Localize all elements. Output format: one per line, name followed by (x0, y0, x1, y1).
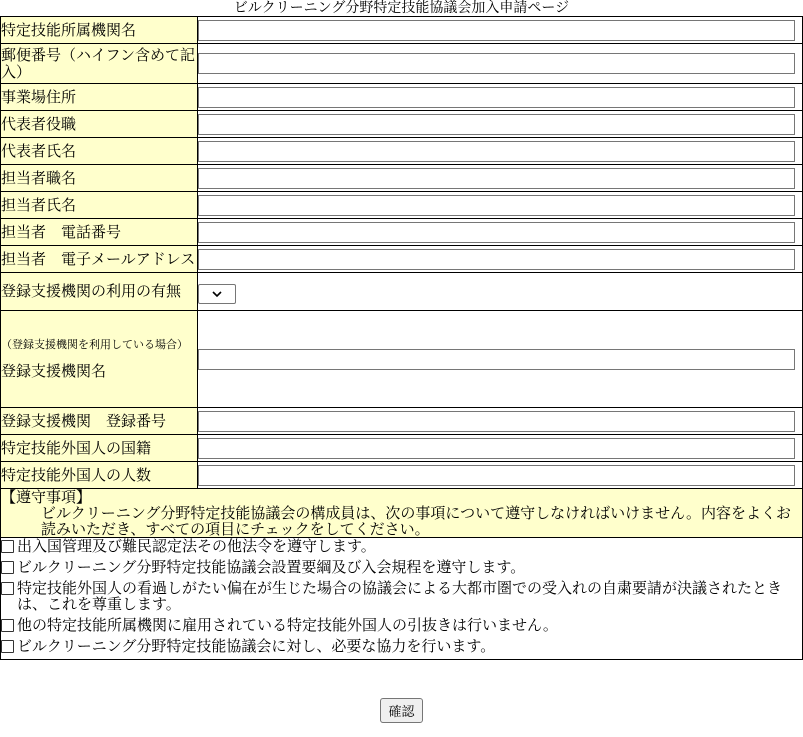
check-item[interactable] (1, 638, 802, 654)
field-label-support-usage: 登録支援機関の利用の有無 (1, 273, 198, 311)
compliance-checkbox-5[interactable] (1, 640, 14, 653)
notice-heading: 【遵守事項】 (1, 488, 92, 506)
check-item[interactable] (1, 538, 802, 554)
form-row (1, 44, 803, 84)
field-label-institution-name: 特定技能所属機関名 (1, 17, 198, 44)
field-label-worker-nationality: 特定技能外国人の国籍 (1, 435, 198, 462)
chevron-down-icon (212, 291, 222, 298)
form-row (1, 273, 803, 311)
compliance-checkbox-2[interactable] (1, 561, 14, 574)
institution-name-input[interactable] (198, 20, 795, 41)
field-label-representative-name: 代表者氏名 (1, 138, 198, 165)
field-label-contact-name: 担当者氏名 (1, 192, 198, 219)
compliance-checklist (1, 538, 803, 660)
form-row (1, 435, 803, 462)
check-item[interactable] (1, 559, 802, 575)
form-row (1, 192, 803, 219)
support-usage-select[interactable] (198, 284, 236, 304)
worker-nationality-input[interactable] (198, 438, 795, 459)
postal-code-input[interactable] (198, 53, 795, 74)
contact-email-input[interactable] (198, 249, 795, 270)
form-row (1, 462, 803, 489)
page-title: ビルクリーニング分野特定技能協議会加入申請ページ (233, 0, 570, 16)
field-label-contact-phone: 担当者 電話番号 (1, 219, 198, 246)
submit-area (0, 698, 803, 723)
business-address-input[interactable] (198, 87, 795, 108)
application-form (0, 16, 803, 660)
check-label: 特定技能外国人の看過しがたい偏在が生じた場合の協議会による大都市圏での受入れの自粛要請が決議されたときは、これを尊重します。 (17, 579, 783, 613)
contact-title-input[interactable] (198, 168, 795, 189)
representative-name-input[interactable] (198, 141, 795, 162)
representative-title-input[interactable] (198, 114, 795, 135)
notice-row (1, 489, 803, 538)
support-name-note: （登録支援機関を利用している場合） (1, 337, 188, 351)
form-row (1, 408, 803, 435)
confirm-button[interactable]: 確認 (380, 698, 422, 723)
form-row (1, 138, 803, 165)
worker-count-input[interactable] (198, 465, 795, 486)
compliance-checkbox-3[interactable] (1, 582, 14, 595)
check-label: 他の特定技能所属機関に雇用されている特定技能外国人の引抜きは行いません。 (17, 616, 558, 634)
field-label-representative-title: 代表者役職 (1, 111, 198, 138)
field-label-contact-email: 担当者 電子メールアドレス (1, 246, 198, 273)
field-label-support-name: 登録支援機関名 (1, 361, 107, 380)
check-item[interactable] (1, 580, 802, 612)
compliance-checkbox-1[interactable] (1, 540, 14, 553)
form-row (1, 17, 803, 44)
checks-row (1, 538, 803, 660)
notice-box (1, 489, 803, 538)
check-label: ビルクリーニング分野特定技能協議会設置要綱及び入会規程を遵守します。 (17, 558, 526, 576)
notice-body: ビルクリーニング分野特定技能協議会の構成員は、次の事項について遵守しなければいけません。内容をよくお読みいただき、すべての項目にチェックをしてください。 (41, 504, 792, 538)
form-row (1, 165, 803, 192)
check-item[interactable] (1, 617, 802, 633)
compliance-checkbox-4[interactable] (1, 619, 14, 632)
field-label-contact-title: 担当者職名 (1, 165, 198, 192)
form-row (1, 111, 803, 138)
field-label-worker-count: 特定技能外国人の人数 (1, 462, 198, 489)
support-registration-input[interactable] (198, 411, 795, 432)
contact-name-input[interactable] (198, 195, 795, 216)
field-label-support-registration: 登録支援機関 登録番号 (1, 408, 198, 435)
form-row (1, 84, 803, 111)
field-label-postal-code: 郵便番号（ハイフン含めて記入） (1, 44, 198, 84)
check-label: 出入国管理及び難民認定法その他法令を遵守します。 (17, 537, 376, 555)
contact-phone-input[interactable] (198, 222, 795, 243)
check-label: ビルクリーニング分野特定技能協議会に対し、必要な協力を行います。 (17, 637, 496, 655)
field-label-business-address: 事業場住所 (1, 84, 198, 111)
form-row (1, 219, 803, 246)
form-row (1, 246, 803, 273)
support-name-input[interactable] (198, 349, 795, 370)
form-row (1, 311, 803, 408)
